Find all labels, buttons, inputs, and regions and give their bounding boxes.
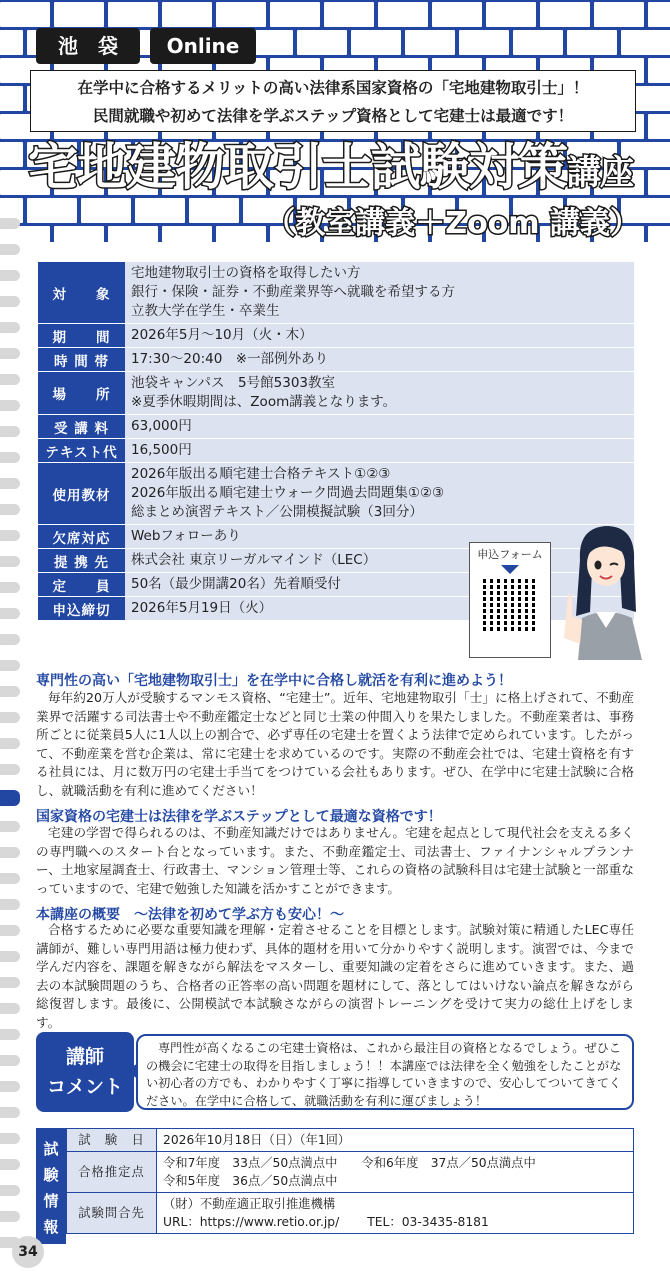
intro-line-1: 在学中に合格するメリットの高い法律系国家資格の「宅地建物取引士」！	[77, 79, 589, 97]
exam-side-char: 報	[43, 1218, 59, 1236]
exam-info	[36, 1128, 634, 1244]
index-tab	[0, 322, 20, 333]
index-tab	[0, 478, 20, 489]
index-tab	[0, 634, 20, 645]
pass-score-r6: 令和6年度 37点／50点満点中	[361, 1156, 536, 1170]
info-row-line: 17:30～20:40 ※一部例外あり	[131, 351, 329, 367]
online-tag: Online	[150, 28, 256, 64]
info-row-line: 2026年版出る順宅建士ウォーク問過去問題集①②③	[131, 485, 445, 501]
brick	[108, 226, 158, 242]
brick	[378, 2, 428, 27]
exam-date-value: 2026年10月18日（日）（年1回）	[157, 1129, 634, 1152]
info-row	[38, 348, 634, 372]
index-tab	[0, 686, 20, 697]
info-row-value	[125, 549, 634, 573]
exam-info-table	[66, 1128, 634, 1234]
index-tab	[0, 951, 20, 962]
index-tab	[0, 582, 20, 593]
brick	[81, 198, 131, 223]
index-tab	[0, 712, 20, 723]
comment-label-line-2: コメント	[46, 1076, 123, 1098]
brick	[648, 2, 670, 27]
section-heading-1: 専門性の高い「宅地建物取引士」を在学中に合格し就活を有利に進めよう！	[36, 673, 512, 689]
index-tab	[0, 738, 20, 749]
brick	[648, 114, 670, 139]
brick	[54, 226, 104, 242]
info-row-line: 2026年版出る順宅建士合格テキスト①②③	[131, 466, 391, 482]
exam-pass-row	[67, 1152, 634, 1193]
brick	[0, 86, 23, 111]
index-tab	[0, 504, 20, 515]
info-row-value	[125, 348, 634, 372]
index-tab	[0, 244, 20, 255]
brick	[648, 226, 670, 242]
info-row-value	[125, 372, 634, 415]
info-row-label: 提 携 先	[38, 549, 125, 573]
exam-info-side-label	[36, 1128, 66, 1244]
brick	[216, 226, 266, 242]
info-row-label: 時 間 帯	[38, 348, 125, 372]
student-illustration-icon	[560, 520, 650, 660]
exam-contact-value	[157, 1193, 634, 1234]
info-row	[38, 463, 634, 525]
info-row-value	[125, 439, 634, 463]
index-tab	[0, 1211, 20, 1222]
index-tab	[0, 374, 20, 385]
brick	[540, 2, 590, 27]
info-row-label: 期 間	[38, 324, 125, 348]
info-row-label: 欠席対応	[38, 525, 125, 549]
brick	[351, 30, 401, 55]
brick	[162, 2, 212, 27]
index-tab	[0, 270, 20, 281]
index-tab	[0, 400, 20, 411]
index-tab	[0, 530, 20, 541]
section-heading-3: 本講座の概要 ～法律を初めて学ぶ方も安心！～	[36, 907, 344, 923]
exam-contact-label: 試験問合先	[67, 1193, 157, 1234]
brick	[162, 226, 212, 242]
brick	[324, 2, 374, 27]
info-row	[38, 415, 634, 439]
brick	[0, 30, 23, 55]
arrow-down-icon	[501, 565, 519, 574]
index-tab	[0, 426, 20, 437]
brick	[621, 30, 670, 55]
apply-form-qr[interactable]	[469, 542, 551, 658]
brick	[270, 2, 320, 27]
section-body-1: 毎年約20万人が受験するマンモス資格、“宅建士”。近年、宅地建物取引「士」に格上げされて、不動産業界で活躍する司法書士や不動産鑑定士などと同じ士業の仲間入りを果たしました。不動産業者は、事務所ごとに従業員5人に1人以上の割合で、必ず専任の宅建士を置くよう法律で定められています。したがって、不動産業を営む企業は、常に宅建士を求めているのです。実際の不動産会社では、宅建士資格を有する社員には、月に数万円の宅建士手当てをつけている会社もあります。ぜひ、在学中に宅建士試験に合格し、就職活動を有利に進めてください！	[36, 690, 635, 798]
info-row	[38, 324, 634, 348]
info-row-line: 立教大学在学生・卒業生	[131, 303, 280, 319]
index-tab	[0, 764, 20, 775]
info-row-line: 63,000円	[131, 418, 192, 434]
qr-code-icon[interactable]	[483, 577, 537, 631]
exam-pass-label: 合格推定点	[67, 1152, 157, 1193]
info-row-line: 50名（最少開講20名）先着順受付	[131, 576, 341, 592]
index-tab	[0, 1029, 20, 1040]
info-row-line: 2026年5月～10月（火・木）	[131, 327, 313, 343]
info-row	[38, 372, 634, 415]
brick	[486, 2, 536, 27]
index-tab	[0, 218, 20, 229]
exam-side-char: 試	[43, 1140, 59, 1158]
index-tab	[0, 873, 20, 884]
brick	[189, 198, 239, 223]
course-title-main: 宅地建物取引士試験対策	[28, 138, 567, 196]
index-tab	[0, 899, 20, 910]
section-body-2: 宅建の学習で得られるのは、不動産知識だけではありません。宅建を起点として現代社会を支える多くの専門職へのスタート台となっています。また、不動産鑑定士、司法書士、ファイナンシャルプランナー、土地家屋調査士、行政書士、マンション管理士等、これらの資格の試験科目は宅建士試験と一部重なっていますので、宅建で勉強した知識を活かすことができます。	[36, 825, 634, 896]
exam-side-char: 験	[43, 1166, 59, 1184]
brick	[135, 198, 185, 223]
instructor-comment-label	[36, 1032, 134, 1112]
index-tab	[0, 1185, 20, 1196]
exam-side-char: 情	[43, 1192, 59, 1210]
info-row-value	[125, 262, 634, 324]
info-row-value	[125, 573, 634, 597]
index-tab	[0, 556, 20, 567]
info-row-line: ※夏季休暇期間は、Zoom講義となります。	[131, 394, 397, 410]
info-row-value	[125, 324, 634, 348]
brick	[108, 2, 158, 27]
index-tab	[0, 348, 20, 359]
info-row	[38, 262, 634, 324]
intro-line-2: 民間就職や初めて法律を学ぶステップ資格として宅建士は最適です！	[92, 107, 574, 125]
brick	[567, 30, 617, 55]
index-tab	[0, 847, 20, 858]
location-tag: 池 袋	[36, 28, 140, 64]
index-tab	[0, 1003, 20, 1014]
index-tab	[0, 821, 20, 832]
info-row-line: 宅地建物取引士の資格を取得したい方	[131, 265, 361, 281]
exam-date-row	[67, 1129, 634, 1152]
info-row-line: 池袋キャンパス 5号館5303教室	[131, 375, 336, 391]
contact-tel: TEL：03-3435-8181	[367, 1215, 489, 1229]
exam-pass-value	[157, 1152, 634, 1193]
brick	[648, 170, 670, 195]
index-tab	[0, 977, 20, 988]
info-row-value	[125, 525, 634, 549]
index-tab	[0, 1133, 20, 1144]
index-tab	[0, 1081, 20, 1092]
brick	[297, 30, 347, 55]
brick	[216, 2, 266, 27]
contact-url-link[interactable]: URL：https://www.retio.or.jp/	[163, 1215, 340, 1229]
info-row-label: 申込締切	[38, 597, 125, 621]
brick	[0, 2, 50, 27]
info-row-line: 株式会社 東京リーガルマインド（LEC）	[131, 552, 377, 568]
index-tab	[0, 790, 20, 806]
pass-score-r5: 令和5年度 36点／50点満点中	[163, 1174, 338, 1188]
info-row-line: 2026年5月19日（火）	[131, 600, 273, 616]
info-row-label: 受 講 料	[38, 415, 125, 439]
info-row-line: Webフォローあり	[131, 528, 241, 544]
index-tab	[0, 1055, 20, 1066]
info-row-label: 対 象	[38, 262, 125, 324]
exam-date-label: 試 験 日	[67, 1129, 157, 1152]
info-row-line: 総まとめ演習テキスト／公開模擬試験（3回分）	[131, 504, 423, 520]
course-title-suffix: 講座	[567, 153, 633, 193]
index-tab	[0, 925, 20, 936]
brick	[27, 198, 77, 223]
info-row-label: 使用教材	[38, 463, 125, 525]
info-row-value	[125, 415, 634, 439]
brick	[405, 30, 455, 55]
brick	[54, 2, 104, 27]
apply-form-label: 申込フォーム	[477, 548, 543, 561]
instructor-comment-text: 専門性が高くなるこの宅建士資格は、これから最注目の資格となるでしょう。ぜひこの機会に宅建士の取得を目指しましょう！！本講座では法律を全く勉強をしたことがない初心者の方でも、わかりやすく丁寧に指導していきますので、安心してついてきてください。在学中に合格して、就職活動を有利に運びましょう！	[136, 1034, 634, 1110]
brick	[0, 142, 23, 167]
brick	[459, 30, 509, 55]
index-tab	[0, 296, 20, 307]
info-row-label: 場 所	[38, 372, 125, 415]
info-row	[38, 439, 634, 463]
page-number: 34	[12, 1236, 44, 1268]
contact-org: （財）不動産適正取引推進機構	[163, 1197, 336, 1211]
exam-contact-row	[67, 1193, 634, 1234]
section-heading-2: 国家資格の宅建士は法律を学ぶステップとして最適な資格です！	[36, 809, 442, 825]
index-tab	[0, 452, 20, 463]
info-row-label: 定 員	[38, 573, 125, 597]
brick	[648, 58, 670, 83]
index-tab	[0, 1107, 20, 1118]
section-body-3: 合格するために必要な重要知識を理解・定着させることを目標とします。試験対策に精通したLEC専任講師が、難しい専門用語は極力使わず、具体的題材を用いて分かりやすく説明します。演習では、今まで学んだ内容を、課題を解きながら解法をマスターし、重要知識の定着をさらに進めていきます。また、過去の本試験問題のうち、合格者の正答率の高い問題を題材にして、落としてはいけない論点を解きながら総復習します。最後に、公開模試で本試験さながらの演習トレーニングを受けて実力の総仕上げをします。	[36, 922, 634, 1030]
pass-score-r7: 令和7年度 33点／50点満点中	[163, 1156, 338, 1170]
brick-row	[0, 2, 670, 31]
page-index-tabs	[0, 218, 28, 1258]
info-row-label: テキスト代	[38, 439, 125, 463]
brick	[513, 30, 563, 55]
info-row-line: 16,500円	[131, 442, 192, 458]
info-row-value	[125, 597, 634, 621]
brick	[594, 2, 644, 27]
course-title	[28, 140, 633, 200]
index-tab	[0, 660, 20, 671]
index-tab	[0, 1159, 20, 1170]
info-row-value	[125, 463, 634, 525]
course-subtitle: （教室講義＋Zoom 講義）	[265, 206, 640, 241]
index-tab	[0, 608, 20, 619]
info-row-line: 銀行・保険・証券・不動産業界等へ就職を希望する方	[131, 284, 455, 300]
brick	[432, 2, 482, 27]
intro-box	[30, 70, 636, 132]
comment-label-line-1: 講師	[65, 1046, 104, 1068]
